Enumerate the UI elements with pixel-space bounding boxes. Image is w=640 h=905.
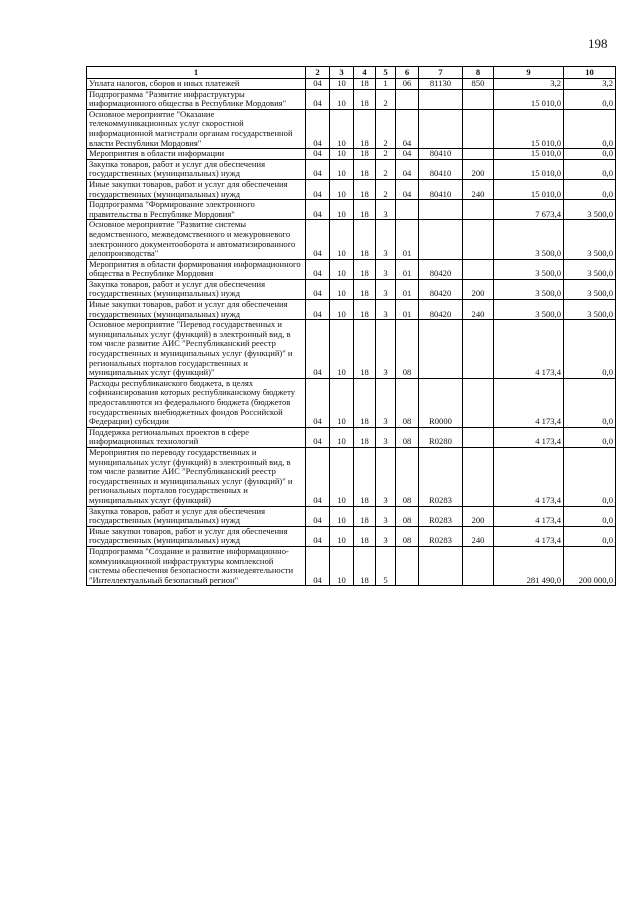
subprogram-code-cell: 2: [376, 89, 396, 109]
activity-code-cell: 06: [396, 79, 419, 90]
column-header: 10: [564, 67, 616, 79]
subsection-code-cell: 10: [330, 378, 354, 427]
direction-code-cell: R0283: [419, 447, 463, 506]
subsection-code-cell: 10: [330, 526, 354, 546]
subsection-code-cell: 10: [330, 109, 354, 148]
activity-code-cell: 01: [396, 259, 419, 279]
section-code-cell: 04: [306, 259, 330, 279]
row-name-cell: Основное мероприятие "Развитие системы ведомственного, межведомственного и межуровневого электронного документооборота и автоматизированного делопроизводства": [87, 220, 306, 259]
expense-type-cell: [463, 149, 494, 160]
activity-code-cell: [396, 546, 419, 585]
table-row: [87, 79, 616, 90]
program-code-cell: 18: [354, 427, 376, 447]
section-code-cell: 04: [306, 159, 330, 179]
expense-type-cell: 240: [463, 300, 494, 320]
section-code-cell: 04: [306, 109, 330, 148]
subsection-code-cell: 10: [330, 159, 354, 179]
row-name-cell: Иные закупки товаров, работ и услуг для обеспечения государственных (муниципальных) нужд: [87, 300, 306, 320]
table-row: [87, 109, 616, 148]
program-code-cell: 18: [354, 200, 376, 220]
amount-cell: 3 500,0: [564, 220, 616, 259]
program-code-cell: 18: [354, 447, 376, 506]
expense-type-cell: [463, 546, 494, 585]
row-name-cell: Закупка товаров, работ и услуг для обеспечения государственных (муниципальных) нужд: [87, 506, 306, 526]
direction-code-cell: [419, 109, 463, 148]
page-number: 198: [588, 36, 608, 51]
program-code-cell: 18: [354, 378, 376, 427]
subprogram-code-cell: 3: [376, 279, 396, 299]
row-name-cell: Закупка товаров, работ и услуг для обеспечения государственных (муниципальных) нужд: [87, 279, 306, 299]
amount-cell: 3 500,0: [564, 300, 616, 320]
subsection-code-cell: 10: [330, 320, 354, 379]
activity-code-cell: 08: [396, 378, 419, 427]
row-name-cell: Иные закупки товаров, работ и услуг для обеспечения государственных (муниципальных) нужд: [87, 526, 306, 546]
row-name-cell: Основное мероприятие "Перевод государственных и муниципальных услуг (функций) в электронный вид, в том числе развитие АИС "Республиканский реестр государственных и муниципальных услуг (функций)" и региональных порталов государственных и муниципальных услуг (функций)": [87, 320, 306, 379]
amount-cell: 3 500,0: [494, 279, 564, 299]
program-code-cell: 18: [354, 159, 376, 179]
row-name-cell: Подпрограмма "Развитие инфраструктуры информационного общества в Республике Мордовия": [87, 89, 306, 109]
column-header: 1: [87, 67, 306, 79]
row-name-cell: Мероприятия по переводу государственных и муниципальных услуг (функций) в электронный вид, в том числе развитие АИС "Республиканский реестр государственных и муниципальных услуг (функций)" и региональных порталов государственных и муниципальных услуг (функций): [87, 447, 306, 506]
table-row: [87, 546, 616, 585]
subprogram-code-cell: 2: [376, 149, 396, 160]
amount-cell: 3 500,0: [494, 220, 564, 259]
amount-cell: 15 010,0: [494, 109, 564, 148]
subprogram-code-cell: 3: [376, 506, 396, 526]
subsection-code-cell: 10: [330, 427, 354, 447]
amount-cell: 281 490,0: [494, 546, 564, 585]
row-name-cell: Мероприятия в области формирования информационного общества в Республике Мордовия: [87, 259, 306, 279]
activity-code-cell: 04: [396, 149, 419, 160]
amount-cell: 0,0: [564, 378, 616, 427]
section-code-cell: 04: [306, 200, 330, 220]
amount-cell: 4 173,4: [494, 320, 564, 379]
subsection-code-cell: 10: [330, 259, 354, 279]
amount-cell: 3,2: [564, 79, 616, 90]
column-header: 9: [494, 67, 564, 79]
program-code-cell: 18: [354, 79, 376, 90]
amount-cell: 0,0: [564, 159, 616, 179]
direction-code-cell: 80410: [419, 159, 463, 179]
row-name-cell: Иные закупки товаров, работ и услуг для обеспечения государственных (муниципальных) нужд: [87, 179, 306, 199]
table-row: [87, 259, 616, 279]
section-code-cell: 04: [306, 89, 330, 109]
activity-code-cell: 08: [396, 427, 419, 447]
program-code-cell: 18: [354, 109, 376, 148]
direction-code-cell: R0283: [419, 526, 463, 546]
program-code-cell: 18: [354, 149, 376, 160]
activity-code-cell: 08: [396, 447, 419, 506]
section-code-cell: 04: [306, 300, 330, 320]
section-code-cell: 04: [306, 220, 330, 259]
direction-code-cell: R0280: [419, 427, 463, 447]
amount-cell: 3 500,0: [564, 279, 616, 299]
direction-code-cell: [419, 200, 463, 220]
amount-cell: 0,0: [564, 526, 616, 546]
direction-code-cell: 80420: [419, 300, 463, 320]
expense-type-cell: [463, 220, 494, 259]
amount-cell: 3 500,0: [494, 259, 564, 279]
expense-type-cell: [463, 109, 494, 148]
direction-code-cell: R0000: [419, 378, 463, 427]
row-name-cell: Подпрограмма "Формирование электронного правительства в Республике Мордовия": [87, 200, 306, 220]
amount-cell: 4 173,4: [494, 506, 564, 526]
amount-cell: 15 010,0: [494, 179, 564, 199]
table-row: [87, 279, 616, 299]
row-name-cell: Основное мероприятие "Оказание телекоммуникационных услуг скоростной информационной магистрали органам государственной власти Республики Мордовия": [87, 109, 306, 148]
subprogram-code-cell: 3: [376, 200, 396, 220]
column-header: 3: [330, 67, 354, 79]
amount-cell: 0,0: [564, 149, 616, 160]
table-row: [87, 320, 616, 379]
column-header: 8: [463, 67, 494, 79]
subsection-code-cell: 10: [330, 300, 354, 320]
subprogram-code-cell: 3: [376, 259, 396, 279]
program-code-cell: 18: [354, 179, 376, 199]
expense-type-cell: [463, 89, 494, 109]
table-row: [87, 159, 616, 179]
section-code-cell: 04: [306, 179, 330, 199]
expense-type-cell: [463, 200, 494, 220]
table-row: [87, 300, 616, 320]
section-code-cell: 04: [306, 279, 330, 299]
subprogram-code-cell: 3: [376, 320, 396, 379]
section-code-cell: 04: [306, 427, 330, 447]
program-code-cell: 18: [354, 526, 376, 546]
subsection-code-cell: 10: [330, 447, 354, 506]
direction-code-cell: 81130: [419, 79, 463, 90]
row-name-cell: Поддержка региональных проектов в сфере информационных технологий: [87, 427, 306, 447]
subsection-code-cell: 10: [330, 89, 354, 109]
table-row: [87, 220, 616, 259]
section-code-cell: 04: [306, 546, 330, 585]
expense-type-cell: 850: [463, 79, 494, 90]
activity-code-cell: 04: [396, 109, 419, 148]
activity-code-cell: [396, 200, 419, 220]
row-name-cell: Мероприятия в области информации: [87, 149, 306, 160]
program-code-cell: 18: [354, 220, 376, 259]
budget-table: [86, 66, 616, 586]
table-header-row: [87, 67, 616, 79]
section-code-cell: 04: [306, 79, 330, 90]
expense-type-cell: 200: [463, 279, 494, 299]
expense-type-cell: [463, 320, 494, 379]
amount-cell: 15 010,0: [494, 89, 564, 109]
row-name-cell: Подпрограмма "Создание и развитие информационно-коммуникационной инфраструктуры комплексной системы обеспечения безопасности жизнедеятельности "Интеллектуальный безопасный регион": [87, 546, 306, 585]
subprogram-code-cell: 3: [376, 300, 396, 320]
table-row: [87, 200, 616, 220]
activity-code-cell: 08: [396, 526, 419, 546]
amount-cell: 0,0: [564, 506, 616, 526]
activity-code-cell: [396, 89, 419, 109]
direction-code-cell: [419, 320, 463, 379]
subsection-code-cell: 10: [330, 200, 354, 220]
subprogram-code-cell: 3: [376, 526, 396, 546]
table-row: [87, 447, 616, 506]
amount-cell: 3,2: [494, 79, 564, 90]
amount-cell: 0,0: [564, 427, 616, 447]
subprogram-code-cell: 3: [376, 220, 396, 259]
column-header: 6: [396, 67, 419, 79]
amount-cell: 3 500,0: [494, 300, 564, 320]
subsection-code-cell: 10: [330, 279, 354, 299]
amount-cell: 15 010,0: [494, 159, 564, 179]
program-code-cell: 18: [354, 300, 376, 320]
subprogram-code-cell: 3: [376, 378, 396, 427]
row-name-cell: Закупка товаров, работ и услуг для обеспечения государственных (муниципальных) нужд: [87, 159, 306, 179]
amount-cell: 3 500,0: [564, 259, 616, 279]
activity-code-cell: 04: [396, 159, 419, 179]
subprogram-code-cell: 1: [376, 79, 396, 90]
direction-code-cell: [419, 220, 463, 259]
amount-cell: 0,0: [564, 179, 616, 199]
activity-code-cell: 01: [396, 279, 419, 299]
program-code-cell: 18: [354, 320, 376, 379]
column-header: 2: [306, 67, 330, 79]
expense-type-cell: [463, 447, 494, 506]
program-code-cell: 18: [354, 279, 376, 299]
activity-code-cell: 08: [396, 320, 419, 379]
activity-code-cell: 04: [396, 179, 419, 199]
program-code-cell: 18: [354, 89, 376, 109]
table-row: [87, 506, 616, 526]
subprogram-code-cell: 2: [376, 179, 396, 199]
amount-cell: 4 173,4: [494, 526, 564, 546]
subprogram-code-cell: 3: [376, 447, 396, 506]
amount-cell: 15 010,0: [494, 149, 564, 160]
section-code-cell: 04: [306, 447, 330, 506]
expense-type-cell: [463, 427, 494, 447]
amount-cell: 0,0: [564, 89, 616, 109]
expense-type-cell: [463, 259, 494, 279]
table-row: [87, 89, 616, 109]
amount-cell: 7 673,4: [494, 200, 564, 220]
subprogram-code-cell: 5: [376, 546, 396, 585]
expense-type-cell: 200: [463, 159, 494, 179]
direction-code-cell: 80410: [419, 149, 463, 160]
subprogram-code-cell: 2: [376, 159, 396, 179]
subprogram-code-cell: 2: [376, 109, 396, 148]
program-code-cell: 18: [354, 546, 376, 585]
program-code-cell: 18: [354, 259, 376, 279]
activity-code-cell: 08: [396, 506, 419, 526]
section-code-cell: 04: [306, 526, 330, 546]
expense-type-cell: 200: [463, 506, 494, 526]
table-row: [87, 526, 616, 546]
section-code-cell: 04: [306, 378, 330, 427]
direction-code-cell: R0283: [419, 506, 463, 526]
subsection-code-cell: 10: [330, 506, 354, 526]
program-code-cell: 18: [354, 506, 376, 526]
amount-cell: 0,0: [564, 447, 616, 506]
direction-code-cell: 80410: [419, 179, 463, 199]
table-row: [87, 179, 616, 199]
direction-code-cell: 80420: [419, 259, 463, 279]
amount-cell: 200 000,0: [564, 546, 616, 585]
subsection-code-cell: 10: [330, 220, 354, 259]
row-name-cell: Уплата налогов, сборов и иных платежей: [87, 79, 306, 90]
section-code-cell: 04: [306, 320, 330, 379]
subsection-code-cell: 10: [330, 79, 354, 90]
column-header: 7: [419, 67, 463, 79]
expense-type-cell: 240: [463, 179, 494, 199]
table-row: [87, 427, 616, 447]
section-code-cell: 04: [306, 149, 330, 160]
activity-code-cell: 01: [396, 220, 419, 259]
amount-cell: 4 173,4: [494, 378, 564, 427]
direction-code-cell: [419, 546, 463, 585]
direction-code-cell: [419, 89, 463, 109]
expense-type-cell: [463, 378, 494, 427]
column-header: 4: [354, 67, 376, 79]
amount-cell: 4 173,4: [494, 447, 564, 506]
expense-type-cell: 240: [463, 526, 494, 546]
direction-code-cell: 80420: [419, 279, 463, 299]
subsection-code-cell: 10: [330, 179, 354, 199]
table-row: [87, 149, 616, 160]
subsection-code-cell: 10: [330, 546, 354, 585]
subsection-code-cell: 10: [330, 149, 354, 160]
table-row: [87, 378, 616, 427]
amount-cell: 0,0: [564, 320, 616, 379]
amount-cell: 4 173,4: [494, 427, 564, 447]
amount-cell: 3 500,0: [564, 200, 616, 220]
activity-code-cell: 01: [396, 300, 419, 320]
row-name-cell: Расходы республиканского бюджета, в целях софинансирования которых республиканскому бюджету предоставляются из федерального бюджета (бюджетов государственных внебюджетных фондов Российской Федерации) субсидии: [87, 378, 306, 427]
subprogram-code-cell: 3: [376, 427, 396, 447]
amount-cell: 0,0: [564, 109, 616, 148]
section-code-cell: 04: [306, 506, 330, 526]
column-header: 5: [376, 67, 396, 79]
